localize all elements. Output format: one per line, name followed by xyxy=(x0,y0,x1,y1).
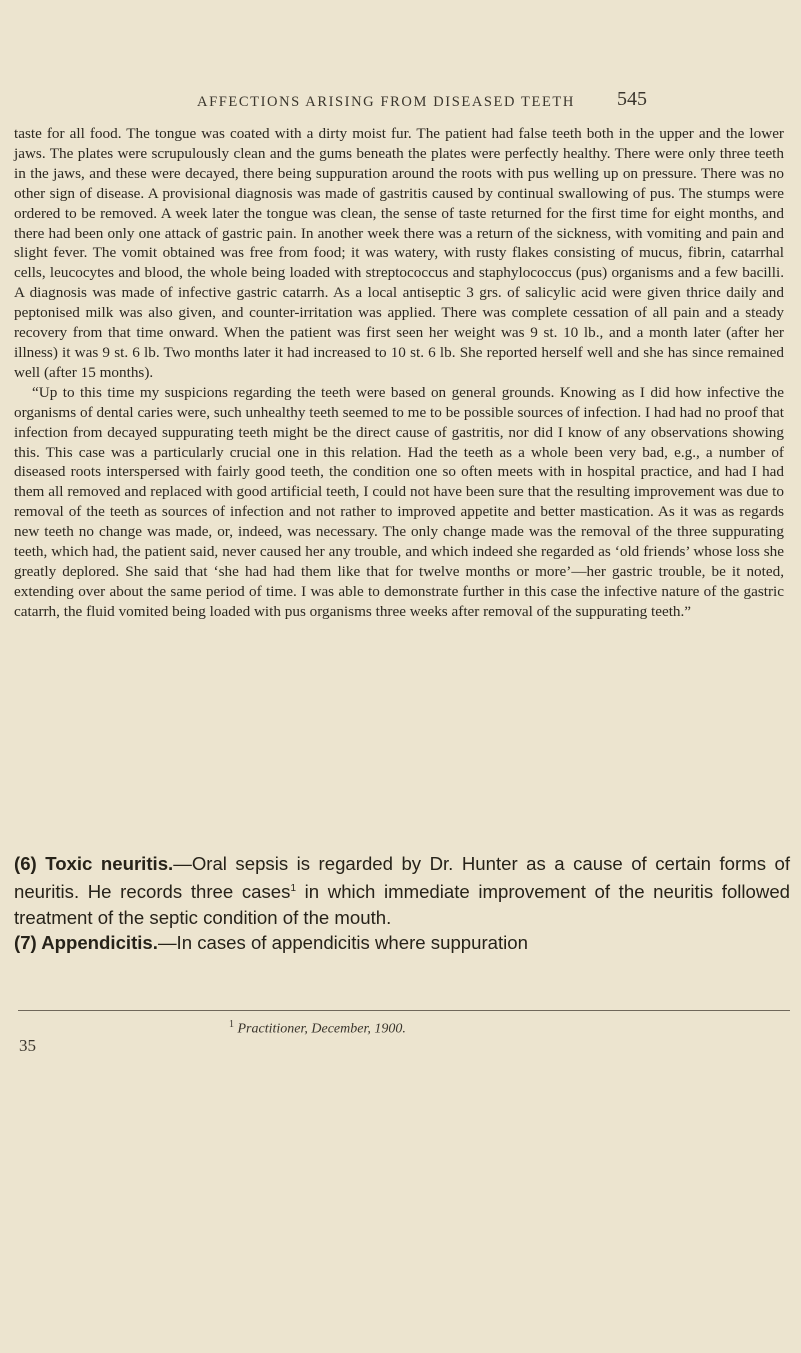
footnote xyxy=(229,1019,406,1038)
paragraph-case-report: taste for all food. The tongue was coated with a dirty moist fur. The patient had false teeth both in the upper and the lower jaws. The plates were scrupulously clean and the gums beneath the plates were perfectly healthy. There were only three teeth in the jaws, and these were decayed, there being suppuration around the roots with pus welling up on pressure. There was no other sign of disease. A provisional diagnosis was made of gastritis caused by continual swallowing of pus. The stumps were ordered to be removed. A week later the tongue was clean, the sense of taste returned for the first time for eight months, and there had been only one attack of gastric pain. In another week there was a return of the sickness, with vomiting and pain and slight fever. The vomit obtained was free from food; it was watery, with rusty flakes consisting of mucus, fibrin, catarrhal cells, leucocytes and blood, the whole being loaded with streptococcus and staphylococcus (pus) organisms and a few bacilli. A diagnosis was made of infective gastric catarrh. As a local antiseptic 3 grs. of salicylic acid were given thrice daily and peptonised milk was also given, and counter-irritation was applied. There was complete cessation of all pain and a steady recovery from that time onward. When the patient was first seen her weight was 9 st. 10 lb., and a month later (after her illness) it was 9 st. 6 lb. Two months later it had increased to 10 st. 6 lb. She reported herself well and she has since remained well (after 15 months). xyxy=(14,125,784,381)
section-body-toxic-neuritis: —Oral sepsis is regarded by Dr. Hunter as a cause of certain forms of neuritis. He records three cases xyxy=(14,853,790,903)
running-head xyxy=(0,88,801,118)
section-body-appendicitis: —In cases of appendicitis where suppuration xyxy=(157,932,528,954)
footnote-reference: 1 xyxy=(290,883,297,895)
signature-mark: 35 xyxy=(19,1036,36,1055)
footnote-mark: 1 xyxy=(229,1019,234,1030)
page-number: 545 xyxy=(617,88,647,110)
section-body-toxic-neuritis-cont: in which immediate improvement of the neuritis followed treatment of the septic condition of the mouth. xyxy=(14,881,790,928)
section-heading-appendicitis: (7) Appendicitis. xyxy=(14,932,158,954)
paragraph-quotation: “Up to this time my suspicions regarding the teeth were based on general grounds. Knowing as I did how infective the organisms of dental caries were, such unhealthy teeth seemed to me to be possible sources of infection. I had had no proof that infection from decayed suppurating teeth might be the direct cause of gastritis, nor did I know of any observations showing this. This case was a particularly crucial one in this relation. Had the teeth as a whole been very bad, e.g., a number of diseased roots interspersed with fairly good teeth, the condition one so often meets with in hospital practice, and had I had them all removed and replaced with good artificial teeth, I could not have been sure that the resulting improvement was due to removal of the teeth as sources of infection and not rather to improved appetite and better mastication. As it was as regards new teeth no change was made, or, indeed, was necessary. The only change made was the removal of the three suppurating teeth, which had, the patient said, never caused her any trouble, and which indeed she regarded as ‘old friends’ whose loss she greatly deplored. She said that ‘she had had them like that for twelve months or more’—her gastric trouble, be it noted, extending over about the same period of time. I was able to demonstrate further in this case the infective nature of the gastric catarrh, the fluid vomited being loaded with pus organisms three weeks after removal of the suppurating teeth.” xyxy=(14,383,784,620)
section-text xyxy=(14,851,790,955)
footnote-divider xyxy=(18,1010,790,1011)
running-title: AFFECTIONS ARISING FROM DISEASED TEETH xyxy=(197,94,575,110)
section-toxic-neuritis xyxy=(14,851,790,930)
section-heading-toxic-neuritis: (6) Toxic neuritis. xyxy=(14,853,174,874)
section-appendicitis xyxy=(14,930,790,955)
footnote-text: Practitioner, December, 1900. xyxy=(237,1021,406,1037)
body-text xyxy=(14,124,784,622)
